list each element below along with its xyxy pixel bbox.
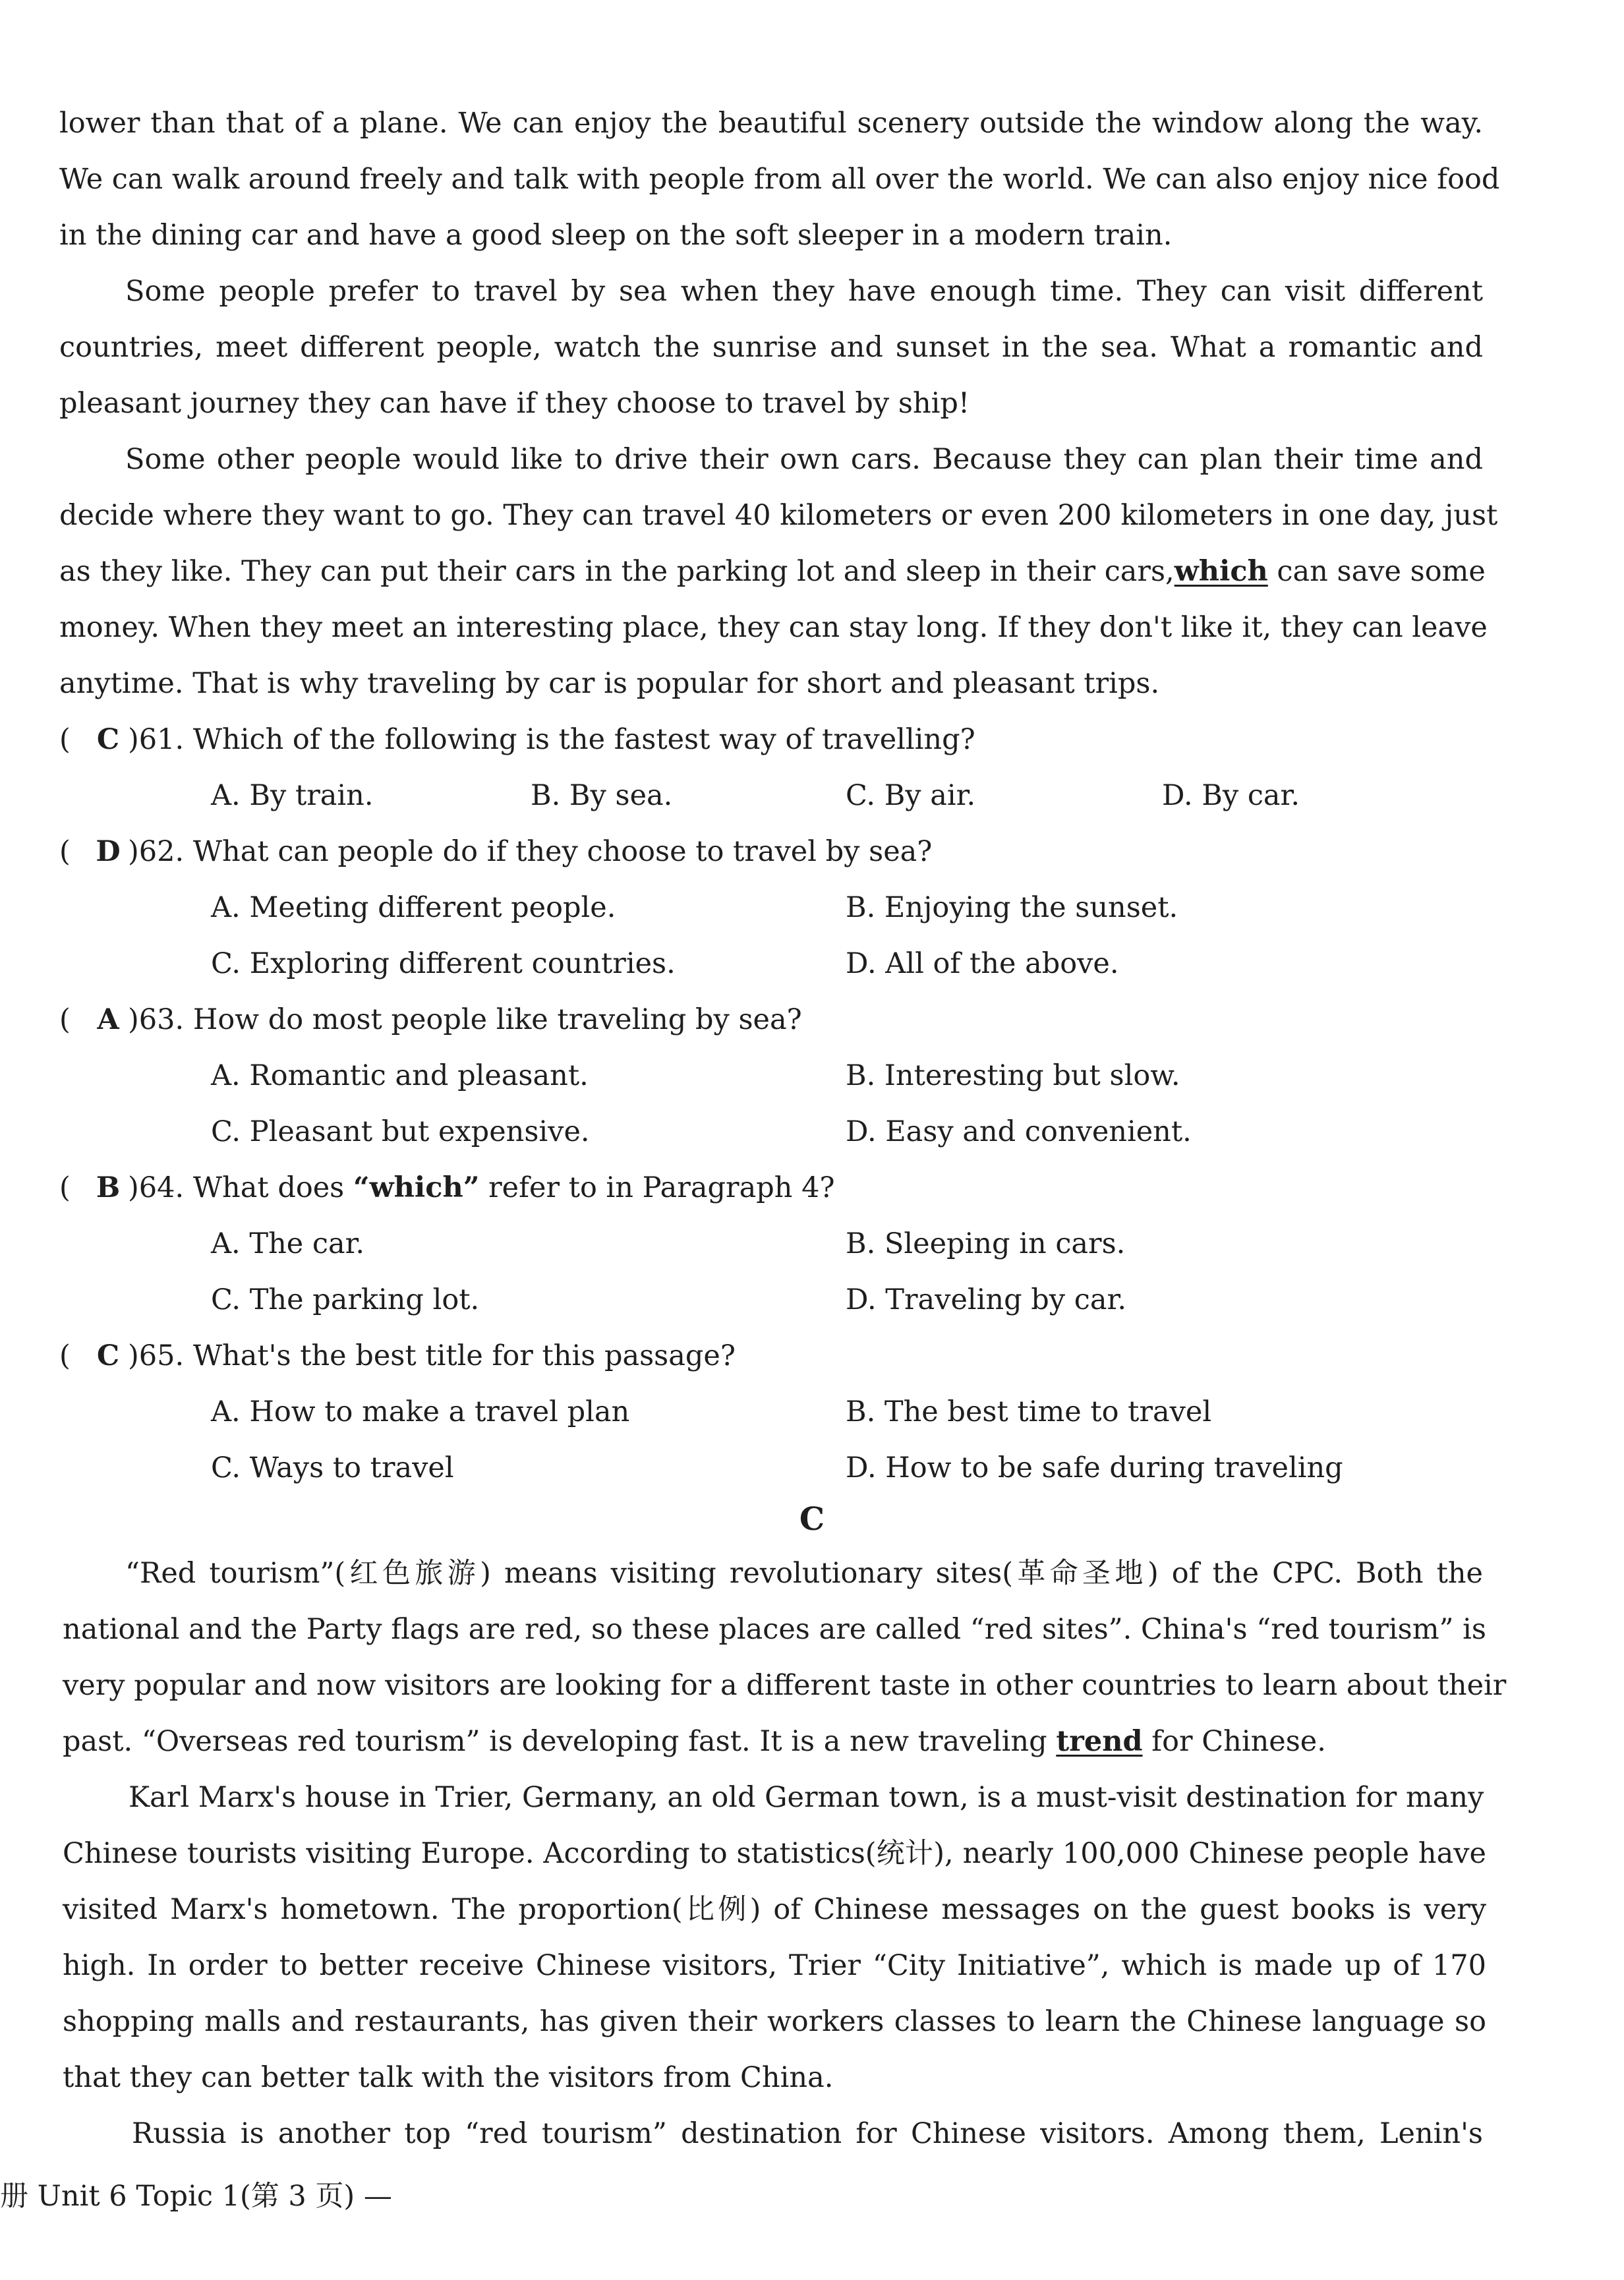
section-c-p2-line-4: high. In order to better receive Chinese visitors, Trier “City Initiative”, which is made up of 170 [63, 1949, 1486, 1982]
option-64-a: A. The car. [211, 1227, 365, 1260]
passage-b-p1-line-2: We can walk around freely and talk with people from all over the world. We can also enjoy nice food [59, 163, 1500, 196]
option-62-b: B. Enjoying the sunset. [846, 891, 1178, 924]
option-61-d: D. By car. [1162, 779, 1300, 812]
section-c-p1-line-2: national and the Party flags are red, so these places are called “red sites”. China's “red tourism” is [63, 1613, 1486, 1646]
section-c-p2-line-1: Karl Marx's house in Trier, Germany, an old German town, is a must-visit destination for many [129, 1781, 1484, 1814]
option-65-a: A. How to make a travel plan [211, 1395, 630, 1428]
option-64-b: B. Sleeping in cars. [846, 1227, 1126, 1260]
answer-61: C [96, 723, 120, 756]
keyword-trend: trend [1056, 1725, 1143, 1758]
question-stem-63: How do most people like traveling by sea? [192, 1003, 802, 1036]
option-64-d: D. Traveling by car. [846, 1283, 1126, 1316]
question-stem-65: What's the best title for this passage? [192, 1339, 736, 1372]
question-63: ( A )63. How do most people like traveling by sea? [59, 1000, 802, 1039]
section-c-p2-line-3: visited Marx's hometown. The proportion(比例) of Chinese messages on the guest books is very [63, 1893, 1486, 1926]
question-stem-64-after: refer to in Paragraph 4? [479, 1171, 835, 1204]
option-65-b: B. The best time to travel [846, 1395, 1212, 1428]
passage-b-p3-line-1: Some other people would like to drive their own cars. Because they can plan their time and [125, 443, 1483, 476]
passage-b-p3-line-5: anytime. That is why traveling by car is popular for short and pleasant trips. [59, 667, 1160, 700]
section-c-p2-line-2: Chinese tourists visiting Europe. According to statistics(统计), nearly 100,000 Chinese people have [63, 1837, 1486, 1870]
section-c-p2-line-5: shopping malls and restaurants, has given their workers classes to learn the Chinese language so [63, 2005, 1486, 2038]
question-65: ( C )65. What's the best title for this passage? [59, 1336, 736, 1376]
question-61: ( C )61. Which of the following is the fastest way of travelling? [59, 720, 975, 759]
question-62: ( D )62. What can people do if they choose to travel by sea? [59, 832, 932, 871]
question-stem-64-keyword: “which” [353, 1171, 480, 1204]
answer-65: C [96, 1339, 120, 1372]
passage-b-p2-line-2: countries, meet different people, watch the sunrise and sunset in the sea. What a romantic and [59, 331, 1483, 364]
question-stem-62: What can people do if they choose to travel by sea? [192, 835, 933, 868]
question-number-62: 62 [138, 835, 175, 868]
p3-line-3-before: as they like. They can put their cars in the parking lot and sleep in their cars, [59, 555, 1174, 588]
passage-b-p2-line-1: Some people prefer to travel by sea when they have enough time. They can visit different [125, 275, 1483, 308]
question-number-63: 63 [138, 1003, 175, 1036]
p3-line-3-after: can save some [1267, 555, 1486, 588]
passage-b-p3-line-3 [59, 552, 1486, 591]
option-62-d: D. All of the above. [846, 947, 1119, 980]
option-62-c: C. Exploring different countries. [211, 947, 676, 980]
option-63-c: C. Pleasant but expensive. [211, 1115, 590, 1148]
question-stem-61: Which of the following is the fastest way of travelling? [192, 723, 975, 756]
section-c-p2-line-6: that they can better talk with the visitors from China. [63, 2061, 834, 2094]
question-number-61: 61 [138, 723, 175, 756]
option-61-a: A. By train. [211, 779, 374, 812]
section-c-title: C [799, 1501, 825, 1538]
section-c-p1-line-4 [63, 1722, 1486, 1761]
option-63-a: A. Romantic and pleasant. [211, 1059, 589, 1092]
keyword-which: which [1174, 555, 1268, 588]
section-c-p1-line-1: “Red tourism”(红色旅游) means visiting revolutionary sites(革命圣地) of the CPC. Both the [125, 1557, 1483, 1590]
option-63-d: D. Easy and convenient. [846, 1115, 1192, 1148]
option-62-a: A. Meeting different people. [211, 891, 616, 924]
answer-63: A [97, 1003, 119, 1036]
option-61-c: C. By air. [846, 779, 976, 812]
passage-b-p1-line-1: lower than that of a plane. We can enjoy the beautiful scenery outside the window along the way. [59, 107, 1483, 140]
question-number-64: 64 [138, 1171, 175, 1204]
passage-b-p3-line-4: money. When they meet an interesting place, they can stay long. If they don't like it, they can leave [59, 611, 1488, 644]
option-63-b: B. Interesting but slow. [846, 1059, 1180, 1092]
answer-64: B [96, 1171, 121, 1204]
c-p1-line-4-after: for Chinese. [1142, 1725, 1326, 1758]
question-64: ( B )64. What does “which” refer to in Paragraph 4? [59, 1168, 835, 1208]
passage-b-p1-line-3: in the dining car and have a good sleep on the soft sleeper in a modern train. [59, 219, 1173, 252]
section-c-p3-line-1: Russia is another top “red tourism” destination for Chinese visitors. Among them, Lenin's [132, 2117, 1483, 2150]
option-64-c: C. The parking lot. [211, 1283, 480, 1316]
option-65-d: D. How to be safe during traveling [846, 1451, 1343, 1484]
c-p1-line-4-before: past. “Overseas red tourism” is developing fast. It is a new traveling [63, 1725, 1057, 1758]
option-65-c: C. Ways to travel [211, 1451, 454, 1484]
option-61-b: B. By sea. [531, 779, 673, 812]
passage-b-p2-line-3: pleasant journey they can have if they choose to travel by ship! [59, 387, 970, 420]
page-footer: 册 Unit 6 Topic 1(第 3 页) — [0, 2180, 392, 2213]
passage-b-p3-line-2: decide where they want to go. They can travel 40 kilometers or even 200 kilometers in one day, just [59, 499, 1498, 532]
answer-62: D [96, 835, 121, 868]
section-c-p1-line-3: very popular and now visitors are looking for a different taste in other countries to learn about their [63, 1669, 1507, 1702]
question-stem-64-before: What does [192, 1171, 353, 1204]
question-number-65: 65 [138, 1339, 175, 1372]
